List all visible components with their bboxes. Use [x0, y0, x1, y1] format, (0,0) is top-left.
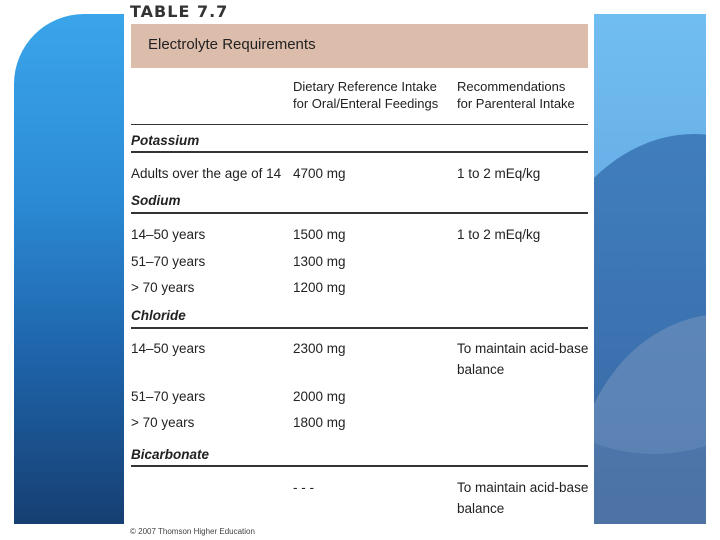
row-dri: 2000 mg — [293, 389, 346, 404]
row-group: > 70 years — [131, 280, 195, 295]
copyright-notice: © 2007 Thomson Higher Education — [130, 527, 255, 536]
row-recommendation: 1 to 2 mEq/kg — [457, 166, 541, 181]
section-divider — [131, 151, 588, 153]
column-header-rec-line1: Recommendations — [457, 79, 566, 94]
column-header-dri — [293, 78, 438, 112]
row-dri: - - - — [293, 480, 314, 495]
header-divider — [131, 124, 588, 125]
section-sodium: Sodium — [131, 193, 181, 208]
row-group: 14–50 years — [131, 227, 206, 242]
row-recommendation-cont: balance — [457, 501, 505, 516]
row-group: 14–50 years — [131, 341, 206, 356]
row-group: 51–70 years — [131, 254, 206, 269]
row-dri: 1300 mg — [293, 254, 346, 269]
row-recommendation: To maintain acid-base — [457, 341, 589, 356]
table-image — [124, 0, 594, 536]
column-header-rec-line2: for Parenteral Intake — [457, 96, 575, 111]
section-divider — [131, 212, 588, 214]
row-recommendation: 1 to 2 mEq/kg — [457, 227, 541, 242]
row-dri: 1800 mg — [293, 415, 346, 430]
row-recommendation-cont: balance — [457, 362, 505, 377]
row-recommendation: To maintain acid-base — [457, 480, 589, 495]
column-header-recommendation — [457, 78, 575, 112]
section-divider — [131, 327, 588, 329]
section-divider — [131, 465, 588, 467]
section-bicarbonate: Bicarbonate — [131, 447, 210, 462]
row-dri: 1500 mg — [293, 227, 346, 242]
table-title-bar — [131, 24, 588, 68]
section-potassium: Potassium — [131, 133, 200, 148]
column-header-dri-line2: for Oral/Enteral Feedings — [293, 96, 439, 111]
row-group: Adults over the age of 14 — [131, 166, 282, 181]
row-dri: 2300 mg — [293, 341, 346, 356]
row-dri: 1200 mg — [293, 280, 346, 295]
table-number: TABLE 7.7 — [130, 2, 229, 21]
row-dri: 4700 mg — [293, 166, 346, 181]
section-chloride: Chloride — [131, 308, 186, 323]
row-group: 51–70 years — [131, 389, 206, 404]
row-group: > 70 years — [131, 415, 195, 430]
column-header-dri-line1: Dietary Reference Intake — [293, 79, 437, 94]
table-title: Electrolyte Requirements — [148, 36, 316, 53]
